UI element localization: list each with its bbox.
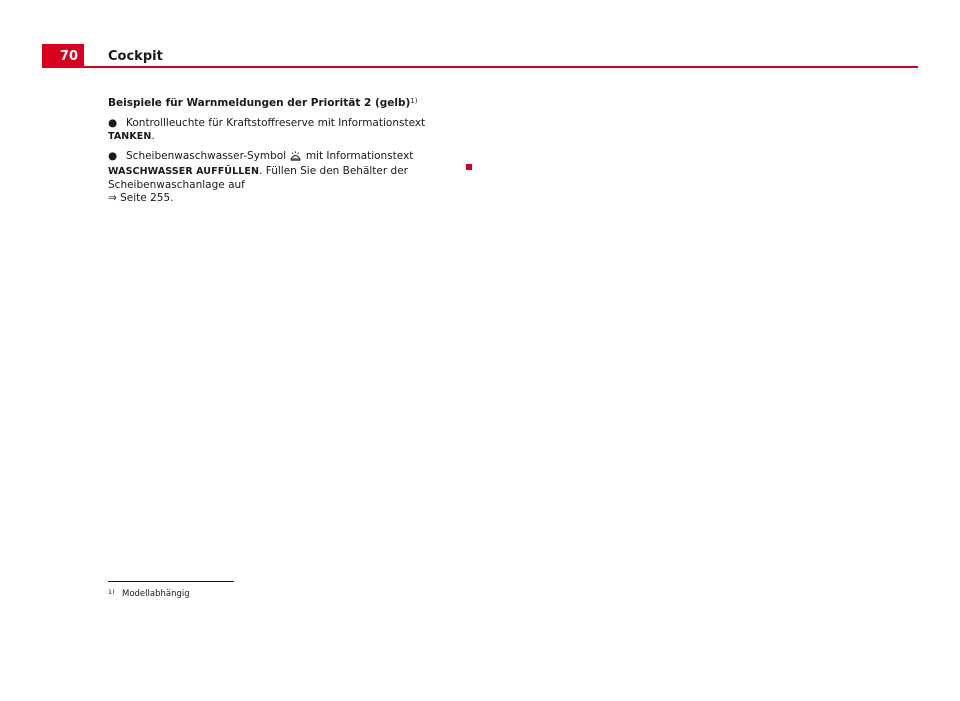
page-number-badge: 70 <box>42 44 84 68</box>
heading-footnote-ref: 1) <box>410 97 418 105</box>
footnote-marker: 1) <box>108 588 115 596</box>
section-end-marker <box>466 164 472 170</box>
footnote-text: Modellabhängig <box>122 589 190 599</box>
footnote-rule <box>108 581 234 582</box>
header-rule <box>42 66 918 68</box>
footnote <box>108 589 190 600</box>
list-item-text-end: . <box>151 130 155 142</box>
page-reference-link[interactable]: ⇒ Seite 255. <box>108 192 174 204</box>
bullet-marker: ● <box>108 149 118 162</box>
section-title: Cockpit <box>108 49 163 64</box>
heading-text: Beispiele für Warnmeldungen der Priorität 2 (gelb) <box>108 97 411 109</box>
list-item-fuel-reserve <box>108 117 463 144</box>
info-text-tanken: TANKEN <box>108 131 152 142</box>
list-item-text-middle: mit Informationstext <box>305 149 414 162</box>
bullet-marker: ● <box>108 116 118 129</box>
list-item-text-end: . Füllen Sie den Behälter der Scheibenwaschanlage auf <box>108 165 408 191</box>
content-heading <box>108 97 463 111</box>
list-item-washer-fluid <box>108 150 463 206</box>
content-column <box>108 97 463 212</box>
windshield-washer-icon <box>290 150 301 166</box>
info-text-waschwasser: WASCHWASSER AUFFÜLLEN <box>108 166 260 177</box>
list-item-text: Kontrollleuchte für Kraftstoffreserve mit Informationstext <box>126 116 426 129</box>
list-item-text: Scheibenwaschwasser-Symbol <box>126 149 287 162</box>
